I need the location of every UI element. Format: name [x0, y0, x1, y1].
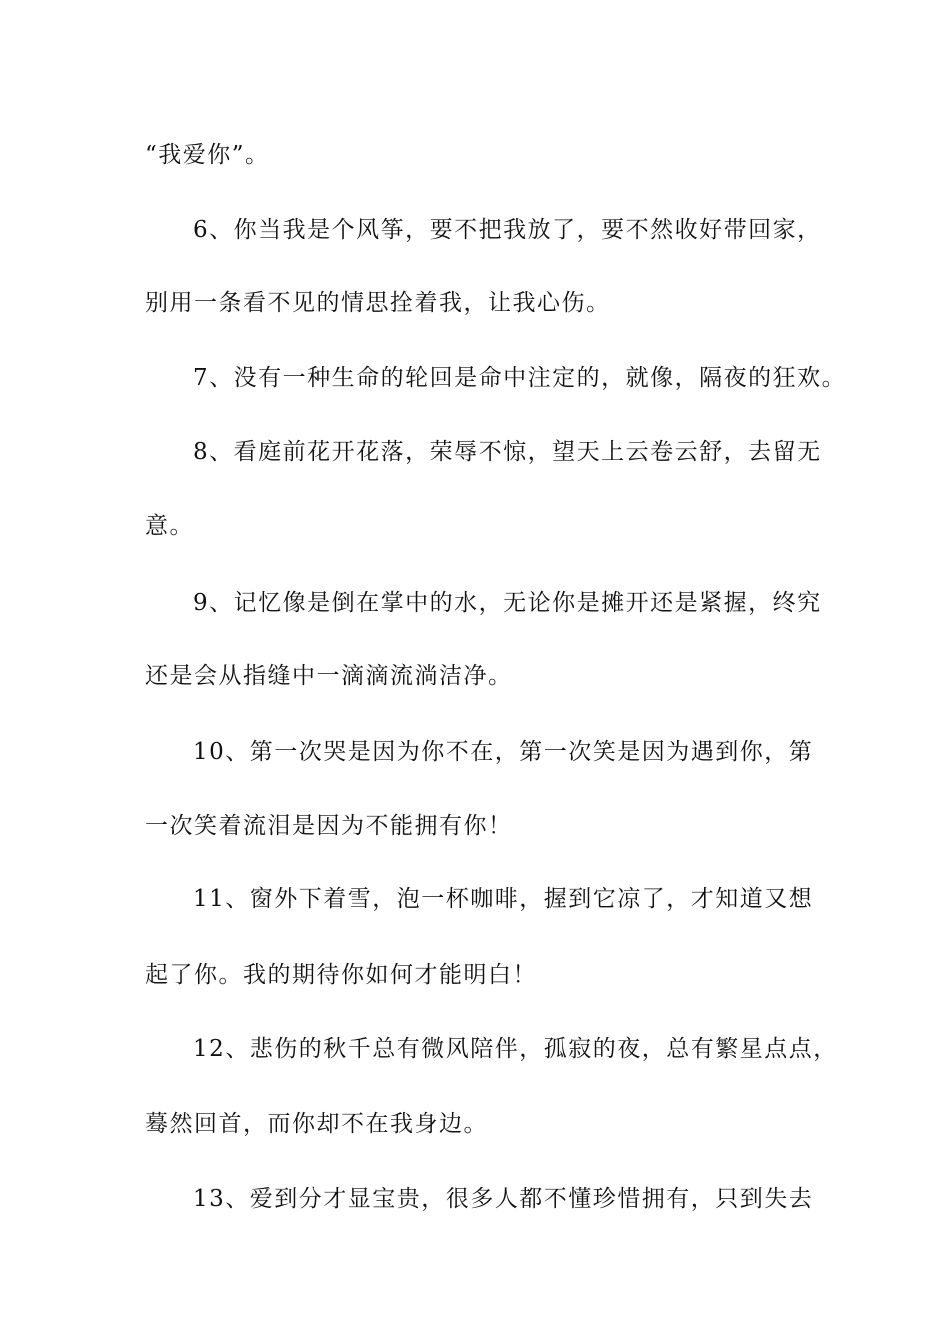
item-8-line-2 — [0, 506, 950, 546]
item-11-line-2 — [0, 955, 950, 995]
text-line-content: 9、记忆像是倒在掌中的水，无论你是摊开还是紧握，终究 — [193, 590, 822, 616]
text-line-content: 7、没有一种生命的轮回是命中注定的，就像，隔夜的狂欢。 — [193, 365, 847, 391]
item-10-line-1 — [0, 732, 950, 772]
text-line-content: 11、窗外下着雪，泡一杯咖啡，握到它凉了，才知道又想 — [193, 886, 814, 912]
item-10-line-2 — [0, 806, 950, 846]
text-line-content: 一次笑着流泪是因为不能拥有你！ — [145, 813, 513, 839]
item-6-line-2 — [0, 283, 950, 323]
text-line-content: 13、爱到分才显宝贵，很多人都不懂珍惜拥有，只到失去 — [193, 1186, 814, 1212]
text-line-content: 8、看庭前花开花落，荣辱不惊，望天上云卷云舒，去留无 — [193, 439, 822, 465]
item-6-line-1 — [0, 210, 950, 250]
item-7-line-1 — [0, 358, 950, 398]
text-line-content: 12、悲伤的秋千总有微风陪伴，孤寂的夜，总有繁星点点， — [193, 1036, 838, 1062]
text-line-content: 10、第一次哭是因为你不在，第一次笑是因为遇到你，第 — [193, 739, 814, 765]
item-9-line-2 — [0, 656, 950, 696]
item-12-line-1 — [0, 1029, 950, 1069]
item-9-line-1 — [0, 583, 950, 623]
item-11-line-1 — [0, 879, 950, 919]
item-12-line-2 — [0, 1104, 950, 1144]
text-line — [0, 135, 950, 175]
text-line-content: 蓦然回首，而你却不在我身边。 — [145, 1111, 488, 1137]
text-line-content: “我爱你”。 — [145, 142, 270, 168]
text-line-content: 别用一条看不见的情思拴着我，让我心伤。 — [145, 290, 611, 316]
text-line-content: 意。 — [145, 513, 194, 539]
item-8-line-1 — [0, 432, 950, 472]
item-13-line-1 — [0, 1179, 950, 1219]
text-line-content: 还是会从指缝中一滴滴流淌洁净。 — [145, 663, 513, 689]
text-line-content: 起了你。我的期待你如何才能明白！ — [145, 962, 537, 988]
text-line-content: 6、你当我是个风筝，要不把我放了，要不然收好带回家， — [193, 217, 822, 243]
